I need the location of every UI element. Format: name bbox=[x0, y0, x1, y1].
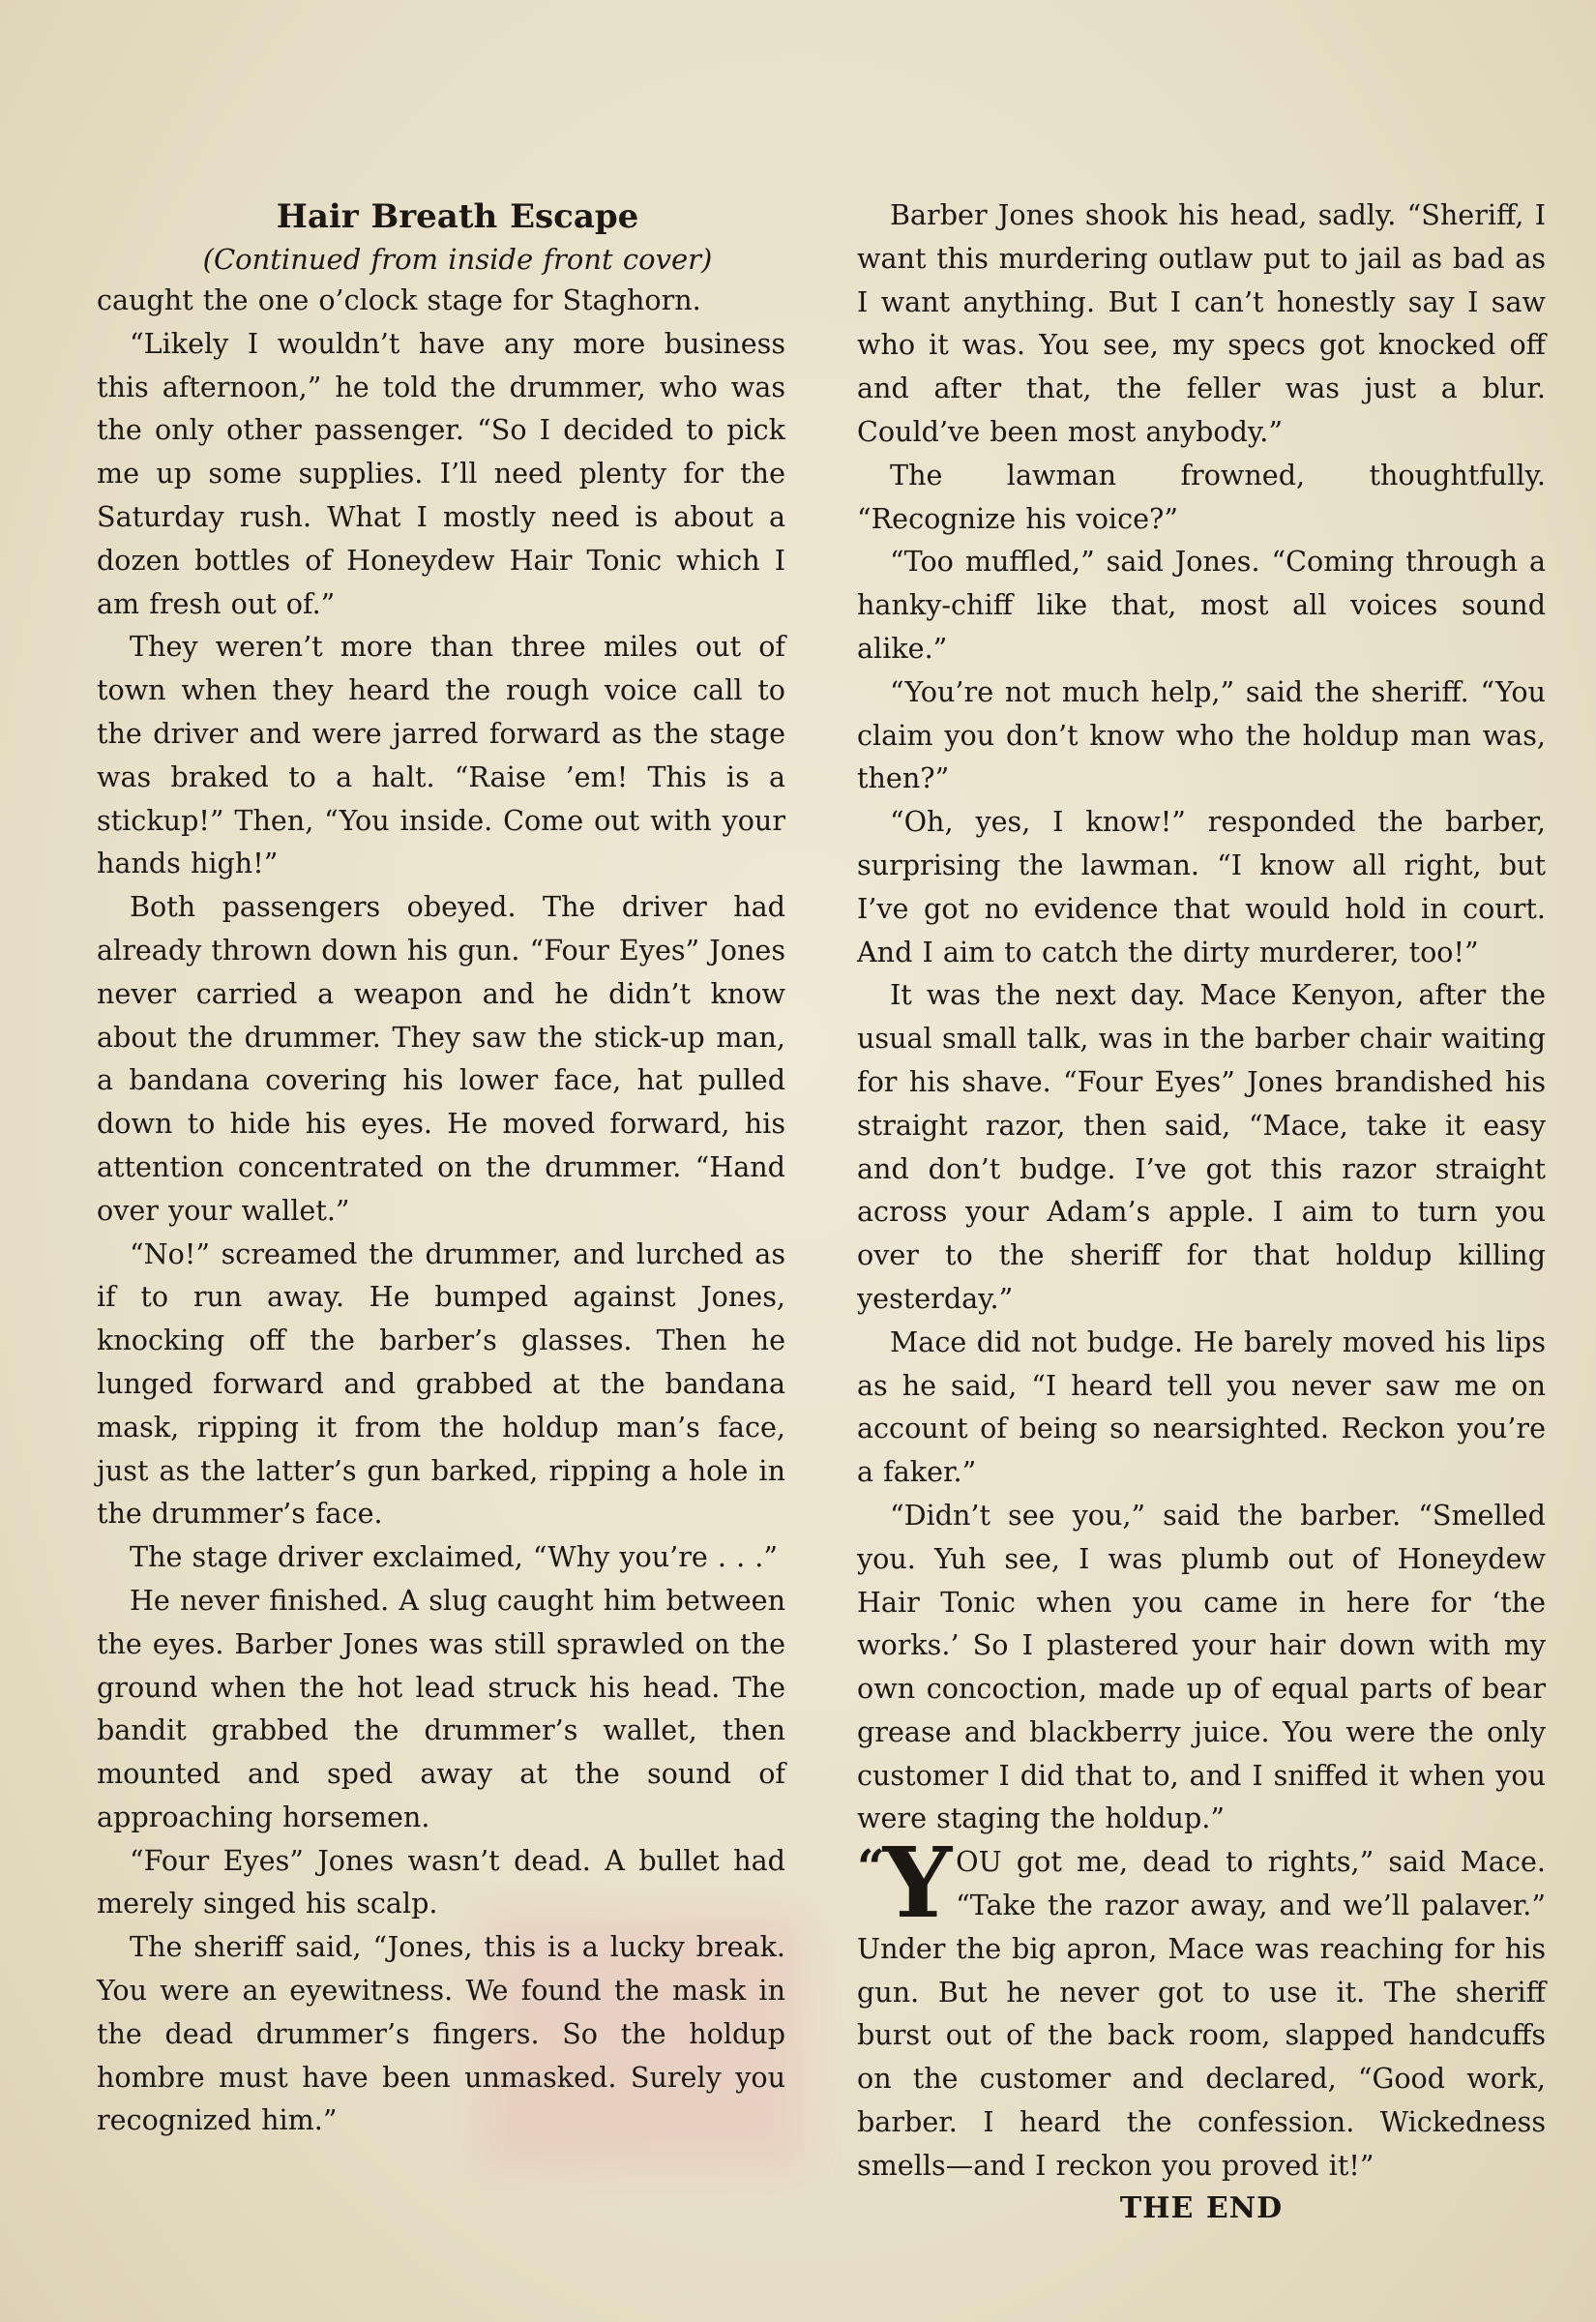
paragraph: Both passengers obeyed. The driver had already thrown down his gun. “Four Eyes” Jones never carried a weapon and he didn’t know about the drummer. They saw the stick-up man, a bandana covering his lower face, hat pulled down to hide his eyes. He moved forward, his attention concentrated on the drummer. “Hand over your wallet.” bbox=[97, 890, 785, 1227]
opening-quote-mark: “ bbox=[857, 1838, 885, 1896]
the-end: THE END bbox=[1119, 2190, 1284, 2225]
paragraph: They weren’t more than three miles out of town when they heard the rough voice call to the driver and were jarred forward as the stage was braked to a halt. “Raise ’em! This is a stickup!” Then, “You inside. Come out with your hands high!” bbox=[97, 630, 785, 880]
paragraph: “Four Eyes” Jones wasn’t dead. A bullet had merely singed his scalp. bbox=[97, 1843, 785, 1920]
paragraph: “Oh, yes, I know!” responded the barber, surprising the lawman. “I know all right, but I’ve got no evidence that would hold in court. And I aim to catch the dirty murderer, too!” bbox=[857, 805, 1546, 968]
paragraph: It was the next day. Mace Kenyon, after the usual small talk, was in the barber chair waiting for his shave. “Four Eyes” Jones brandished his straight razor, then said, “Mace, take it easy and don’t budge. I’ve got this razor straight across your Adam’s apple. I aim to turn you over to the sheriff for that holdup killing yesterday.” bbox=[857, 978, 1546, 1315]
right-column bbox=[857, 194, 1546, 2230]
paragraph: He never finished. A slug caught him between the eyes. Barber Jones was still sprawled on the ground when the hot lead struck his head. The bandit grabbed the drummer’s wallet, then mounted and sped away at the sound of approaching horsemen. bbox=[97, 1583, 785, 1833]
paragraph: “Too muffled,” said Jones. “Coming through a hanky-chiff like that, most all voices sound alike.” bbox=[857, 545, 1546, 665]
paragraph: Barber Jones shook his head, sadly. “Sheriff, I want this murdering outlaw put to jail as bad as I want anything. But I can’t honestly say I saw who it was. You see, my specs got knocked off and after that, the feller was just a blur. Could’ve been most anybody.” bbox=[857, 198, 1546, 448]
paragraph: The stage driver exclaimed, “Why you’re . . .” bbox=[130, 1540, 778, 1574]
final-paragraph-text: OU got me, dead to rights,” said Mace. “Take the razor away, and we’ll palaver.” Under the big apron, Mace was reaching for his gun. But he never got to use it. The sheriff burst out of the back room, slapped handcuffs on the customer and declared, “Good work, barber. I heard the confession. Wickedness smells—and I reckon you proved it!” bbox=[857, 1845, 1546, 2182]
paragraph: “Likely I wouldn’t have any more business this afternoon,” he told the drummer, who was the only other passenger. “So I decided to pick me up some supplies. I’ll need plenty for the Saturday rush. What I mostly need is about a dozen bottles of Honeydew Hair Tonic which I am fresh out of.” bbox=[97, 326, 785, 620]
paragraph: “Didn’t see you,” said the barber. “Smelled you. Yuh see, I was plumb out of Honeydew Hair Tonic when you came in here for ‘the works.’ So I plastered your hair down with my own concoction, made up of equal parts of bear grease and blackberry juice. You were the only customer I did that to, and I sniffed it when you were staging the holdup.” bbox=[857, 1498, 1546, 1835]
left-column bbox=[97, 194, 785, 2142]
drop-cap: Y bbox=[882, 1826, 953, 1941]
paragraph: Mace did not budge. He barely moved his lips as he said, “I heard tell you never saw me on account of being so nearsighted. Reckon you’re a faker.” bbox=[857, 1325, 1546, 1489]
paragraph: “No!” screamed the drummer, and lurched as if to run away. He bumped against Jones, knocking off the barber’s glasses. Then he lunged forward and grabbed at the bandana mask, ripping it from the holdup man’s face, just as the latter’s gun barked, ripping a hole in the drummer’s face. bbox=[97, 1236, 785, 1531]
story-title: Hair Breath Escape bbox=[276, 197, 639, 236]
paragraph: “You’re not much help,” said the sheriff. “You claim you don’t know who the holdup man was, then?” bbox=[857, 674, 1546, 795]
paragraph: The sheriff said, “Jones, this is a lucky break. You were an eyewitness. We found the mask in the dead drummer’s fingers. So the holdup hombre must have been unmasked. Surely you recognized him.” bbox=[97, 1930, 785, 2137]
final-paragraph bbox=[857, 1826, 1546, 2187]
paragraph: The lawman frowned, thoughtfully. “Recognize his voice?” bbox=[857, 458, 1546, 535]
story-subtitle: (Continued from inside front cover) bbox=[202, 243, 713, 276]
paragraph: caught the one o’clock stage for Staghorn. bbox=[97, 283, 701, 316]
